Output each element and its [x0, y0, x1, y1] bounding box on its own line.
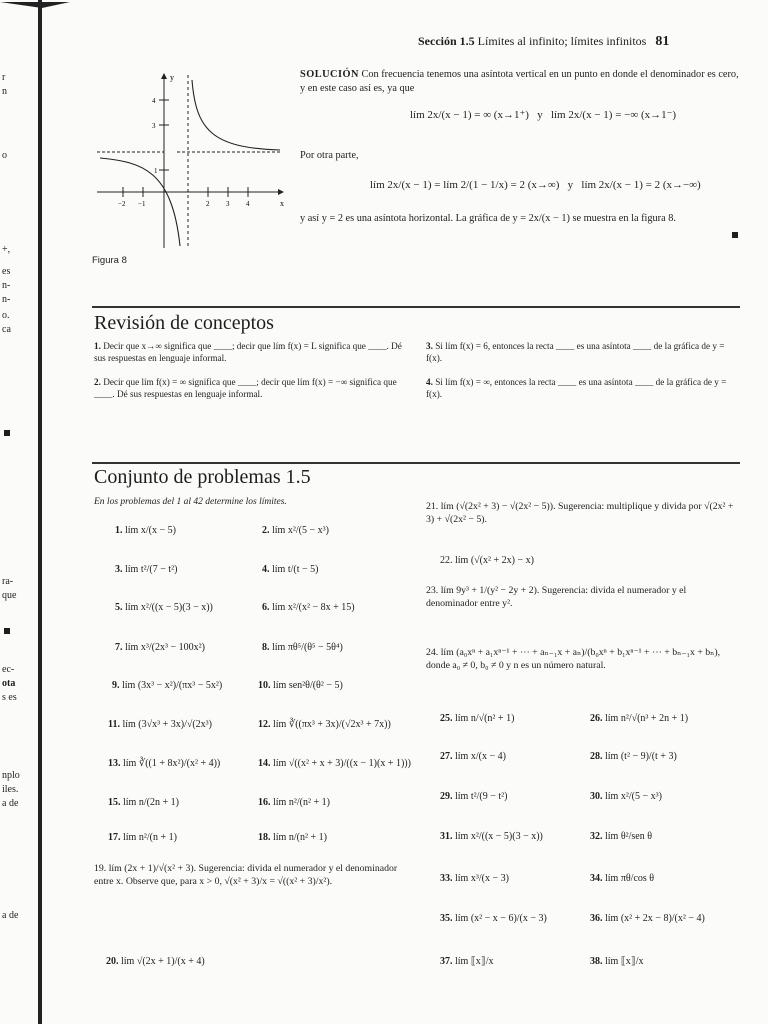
margin-fragment: que — [2, 590, 17, 601]
margin-fragment: +, — [2, 244, 11, 255]
margin-fragment: ra- — [2, 576, 14, 587]
x-tick-label: 3 — [226, 200, 230, 208]
solution-paragraph — [300, 68, 740, 96]
problem-item: 2. lím x²/(5 − x³) — [262, 525, 329, 536]
y-tick-label: 3 — [152, 122, 156, 130]
end-of-solution-mark — [732, 232, 738, 238]
problem-item: 16. lím n²/(n² + 1) — [258, 797, 330, 808]
problem-item: 38. lím ⟦x⟧/x — [590, 956, 644, 967]
x-tick-label: 2 — [206, 200, 210, 208]
y-tick-label: 4 — [152, 97, 156, 105]
page-spine-edge — [38, 0, 42, 1024]
problem-item: 33. lím x³/(x − 3) — [440, 873, 509, 884]
problem-item: 26. lím n²/√(n³ + 2n + 1) — [590, 713, 689, 724]
problem-item-24: 24. lím (a₀xⁿ + a₁xⁿ⁻¹ + ⋯ + aₙ₋₁x + aₙ)/(b₀xⁿ + b₁xⁿ⁻¹ + ⋯ + bₙ₋₁x + bₙ), donde a₀ ≠ 0, b₀ ≠ 0 y n es un número natural. — [426, 647, 721, 671]
margin-fragment: a de — [2, 910, 19, 921]
margin-fragment: r — [2, 72, 6, 83]
problem-item: 31. lím x²/((x − 5)(3 − x)) — [440, 831, 543, 842]
problem-item: 17. lím n²/(n + 1) — [108, 832, 177, 843]
spine-top-corner — [0, 0, 70, 12]
problem-item: 3. lím t²/(7 − t²) — [115, 564, 178, 575]
margin-fragment: o. — [2, 310, 10, 321]
problem-item: 28. lím (t² − 9)/(t + 3) — [590, 751, 677, 762]
x-tick-label: −1 — [138, 200, 146, 208]
problems-intro: En los problemas del 1 al 42 determine los límites. — [94, 497, 287, 507]
margin-square-mark — [4, 430, 10, 436]
margin-fragment: es — [2, 266, 11, 277]
section-rule — [92, 306, 740, 308]
problem-item: 5. lím x²/((x − 5)(3 − x)) — [115, 602, 213, 613]
problem-item-21: 21. lím (√(2x² + 3) − √(2x² − 5)). Sugerencia: multiplique y divida por √(2x² + 3) + √(2x² − 5). — [426, 501, 734, 525]
problem-item: 12. lím ∛((πx³ + 3x)/(√2x³ + 7x)) — [258, 719, 391, 730]
review-heading: Revisión de conceptos — [94, 312, 274, 334]
figure-8-graph — [92, 70, 287, 250]
limit-equation: lím 2x/(x − 1) = lím 2/(1 − 1/x) = 2 (x→∞) y lím 2x/(x − 1) = 2 (x→−∞) — [370, 179, 701, 191]
problem-item: 32. lím θ²/sen θ — [590, 831, 653, 842]
limit-equation: lím 2x/(x − 1) = ∞ (x→1⁺) y lím 2x/(x − 1) = −∞ (x→1⁻) — [410, 109, 677, 121]
problem-item: 35. lím (x² − x − 6)/(x − 3) — [440, 913, 547, 924]
problem-item: 27. lím x/(x − 4) — [440, 751, 506, 762]
problem-item-23: 23. lím 9y³ + 1/(y² − 2y + 2). Sugerencia: divida el numerador y el denominador entre y². — [426, 585, 687, 609]
problem-item: 15. lím n/(2n + 1) — [108, 797, 179, 808]
solution-label: SOLUCIÓN — [300, 69, 359, 80]
y-tick-label: 1 — [154, 167, 158, 175]
problem-item: 34. lím πθ/cos θ — [590, 873, 655, 884]
problem-item-19: 19. lím (2x + 1)/√(x² + 3). Sugerencia: divida el numerador y el denominador entre x. Observe que, para x > 0, √(x² + 3)/x = √((x² + 3)/x²). — [94, 863, 398, 887]
section-rule — [92, 462, 740, 464]
solution-transition: Por otra parte, — [300, 150, 359, 161]
margin-fragment: iles. — [2, 784, 19, 795]
problem-item: 4. lím t/(t − 5) — [262, 564, 319, 575]
solution-conclusion: y así y = 2 es una asíntota horizontal. La gráfica de y = 2x/(x − 1) se muestra en la figura 8. — [300, 213, 676, 224]
figure-caption: Figura 8 — [92, 255, 127, 266]
problem-item: 18. lím n/(n² + 1) — [258, 832, 327, 843]
margin-fragment: o — [2, 150, 7, 161]
problem-item: 11. lím (3√x³ + 3x)/√(2x³) — [108, 719, 212, 730]
problem-item: 25. lím n/√(n² + 1) — [440, 713, 515, 724]
margin-fragment: n- — [2, 294, 11, 305]
problems-heading: Conjunto de problemas 1.5 — [94, 466, 311, 488]
section-number: Sección 1.5 — [418, 34, 475, 48]
problem-item: 29. lím t²/(9 − t²) — [440, 791, 508, 802]
problem-item: 13. lím ∛((1 + 8x²)/(x² + 4)) — [108, 758, 221, 769]
review-item: 1. Decir que x→∞ significa que ____; decir que lím f(x) = L significa que ____. Dé sus respuestas en lenguaje informal. — [94, 341, 402, 363]
x-axis-label: x — [280, 199, 284, 208]
margin-fragment: a de — [2, 798, 19, 809]
problem-item: 10. lím sen²θ/(θ² − 5) — [258, 680, 343, 691]
review-item: 3. Si lím f(x) = 6, entonces la recta ____ es una asíntota ____ de la gráfica de y = f(x). — [426, 341, 725, 363]
margin-fragment: ota — [2, 678, 16, 689]
problem-item: 8. lím πθ⁵/(θ⁵ − 5θ⁴) — [262, 642, 343, 653]
page-number: 81 — [655, 34, 670, 49]
review-item: 2. Decir que lím f(x) = ∞ significa que ____; decir que lím f(x) = −∞ significa que ____. Dé sus respuestas en lenguaje informal. — [94, 377, 397, 399]
margin-fragment: ca — [2, 324, 11, 335]
x-tick-label: 4 — [246, 200, 250, 208]
problem-item: 6. lím x²/(x² − 8x + 15) — [262, 602, 355, 613]
margin-square-mark — [4, 628, 10, 634]
margin-fragment: ec- — [2, 664, 15, 675]
solution-text: Con frecuencia tenemos una asíntota vertical en un punto en donde el denominador es cero, y en este caso así es, ya que — [300, 69, 739, 94]
problem-item: 7. lím x³/(2x³ − 100x²) — [115, 642, 205, 653]
problem-item: 36. lím (x² + 2x − 8)/(x² − 4) — [590, 913, 705, 924]
running-header — [418, 34, 669, 50]
margin-fragment: s es — [2, 692, 17, 703]
problem-item: 20. lím √(2x + 1)/(x + 4) — [106, 956, 205, 967]
problem-item-22: 22. lím (√(x² + 2x) − x) — [440, 555, 534, 566]
problem-item: 14. lím √((x² + x + 3)/((x − 1)(x + 1))) — [258, 758, 411, 769]
margin-fragment: n- — [2, 280, 11, 291]
problem-item: 37. lím ⟦x⟧/x — [440, 956, 494, 967]
margin-fragment: n — [2, 86, 7, 97]
section-title: Límites al infinito; límites infinitos — [477, 34, 647, 48]
problem-item: 1. lím x/(x − 5) — [115, 525, 176, 536]
review-item: 4. Si lím f(x) = ∞, entonces la recta ____ es una asíntota ____ de la gráfica de y = f(x). — [426, 377, 727, 399]
margin-fragment: nplo — [2, 770, 20, 781]
x-tick-label: −2 — [118, 200, 126, 208]
problem-item: 30. lím x²/(5 − x³) — [590, 791, 662, 802]
y-axis-label: y — [170, 73, 174, 82]
problem-item: 9. lím (3x³ − x²)/(πx³ − 5x²) — [112, 680, 223, 691]
